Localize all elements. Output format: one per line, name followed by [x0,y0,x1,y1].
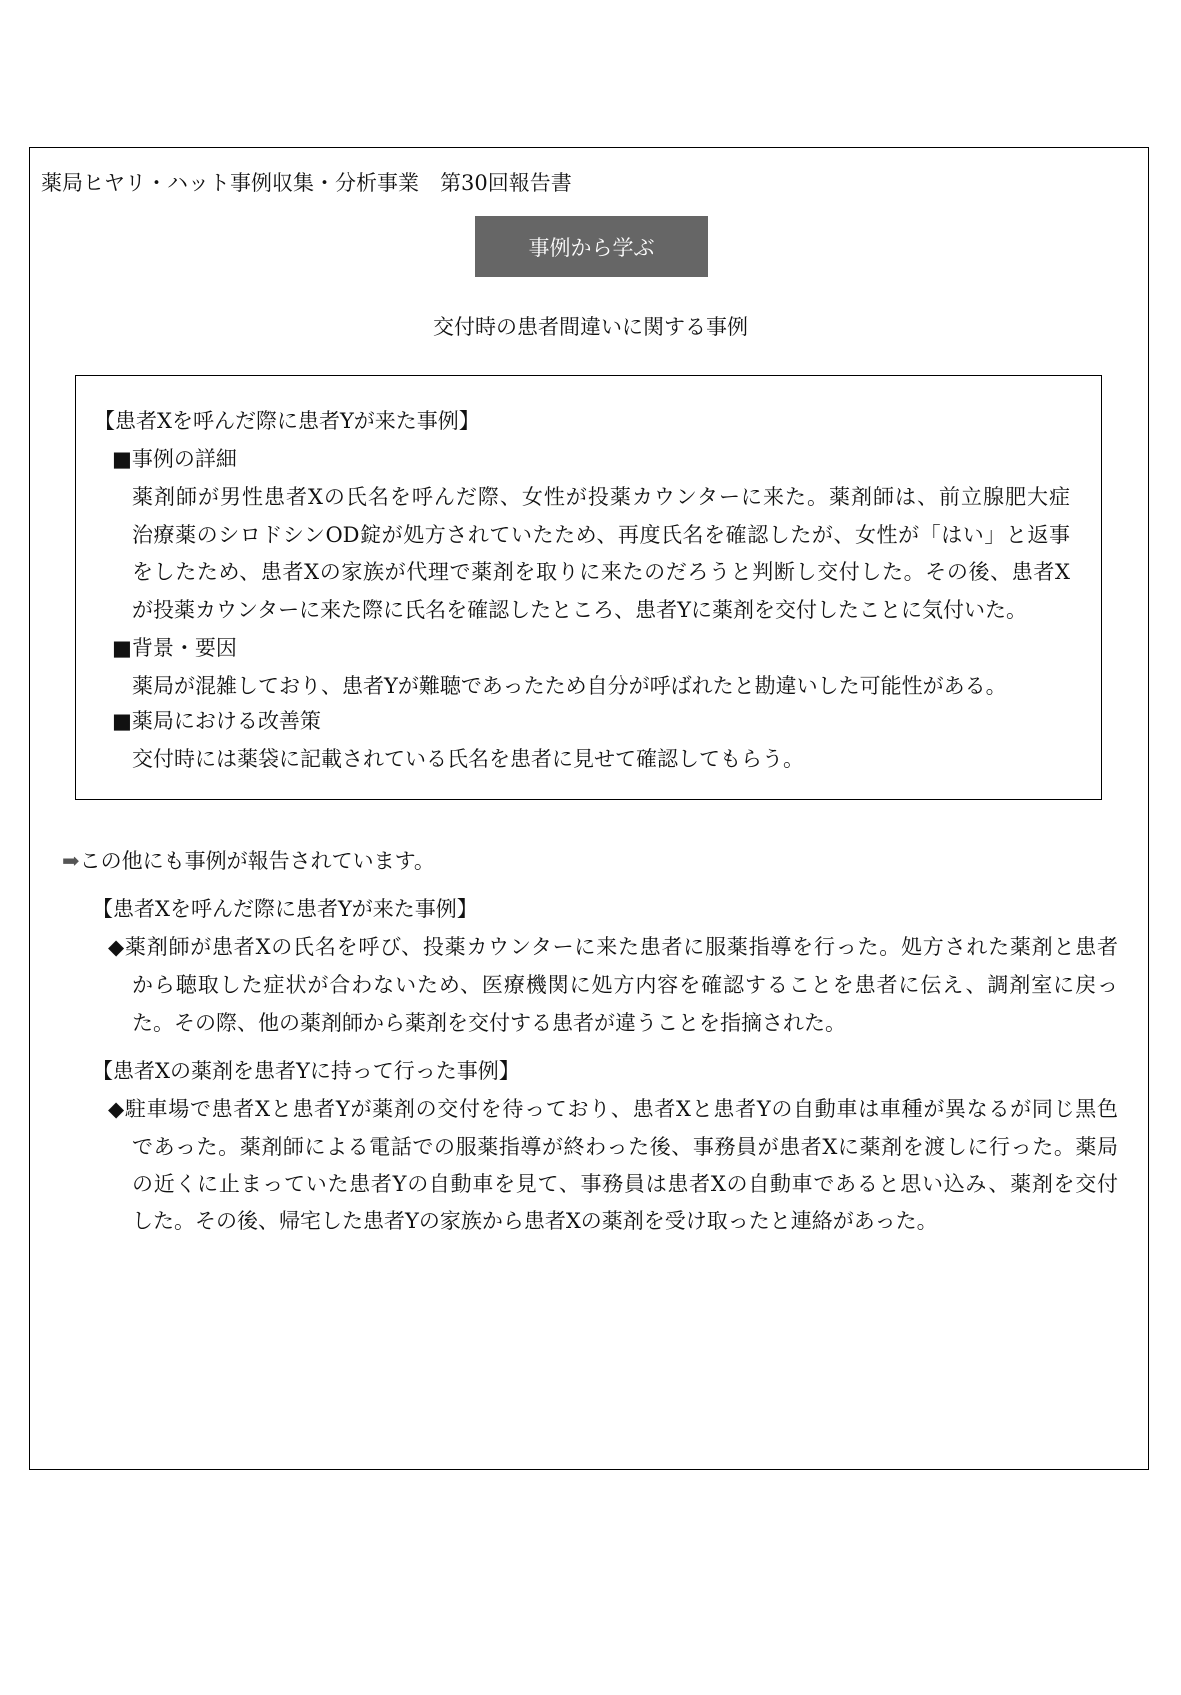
background-label: ■背景・要因 [112,636,237,660]
section-label-text: 事例から学ぶ [528,235,655,260]
other-intro-text: この他にも事例が報告されています。 [79,849,435,873]
page-title: 交付時の患者間違いに関する事例 [433,315,748,339]
detail-line: 薬剤師が男性患者Xの氏名を呼んだ際、女性が投薬カウンターに来た。薬剤師は、前立腺肥大症 [132,485,1070,509]
case-line: ◆薬剤師が患者Xの氏名を呼び、投薬カウンターに来た患者に服薬指導を行った。処方された薬剤と患者 [108,935,1118,959]
case-line: ◆駐車場で患者Xと患者Yが薬剤の交付を待っており、患者Xと患者Yの自動車は車種が異なるが同じ黒色 [108,1097,1118,1121]
case-heading: 【患者Xを呼んだ際に患者Yが来た事例】 [94,409,480,433]
report-header: 薬局ヒヤリ・ハット事例収集・分析事業 第30回報告書 [41,171,572,195]
case-line: であった。薬剤師による電話での服薬指導が終わった後、事務員が患者Xに薬剤を渡しに行った。薬局 [132,1135,1118,1159]
detail-line: 治療薬のシロドシンOD錠が処方されていたため、再度氏名を確認したが、女性が「はい」と返事 [132,523,1070,547]
case-heading: 【患者Xを呼んだ際に患者Yが来た事例】 [92,897,478,921]
improvement-label: ■薬局における改善策 [112,709,321,733]
arrow-right-icon: ➡ [62,849,80,873]
detail-label: ■事例の詳細 [112,447,237,471]
case-line: した。その後、帰宅した患者Yの家族から患者Xの薬剤を受け取ったと連絡があった。 [132,1209,938,1233]
section-label [475,216,708,277]
case-line: た。その際、他の薬剤師から薬剤を交付する患者が違うことを指摘された。 [132,1011,846,1035]
case-line: の近くに止まっていた患者Yの自動車を見て、事務員は患者Xの自動車であると思い込み、薬剤を交付 [132,1172,1118,1196]
case-box [75,375,1102,800]
case-heading: 【患者Xの薬剤を患者Yに持って行った事例】 [92,1059,520,1083]
detail-line: が投薬カウンターに来た際に氏名を確認したところ、患者Yに薬剤を交付したことに気付いた。 [132,598,1028,622]
other-intro [62,848,435,874]
case-line: から聴取した症状が合わないため、医療機関に処方内容を確認することを患者に伝え、調剤室に戻っ [132,973,1118,997]
background-text: 薬局が混雑しており、患者Yが難聴であったため自分が呼ばれたと勘違いした可能性がある。 [132,674,1007,698]
improvement-text: 交付時には薬袋に記載されている氏名を患者に見せて確認してもらう。 [132,747,804,771]
detail-line: をしたため、患者Xの家族が代理で薬剤を取りに来たのだろうと判断し交付した。その後、患者X [132,560,1070,584]
page-frame [29,147,1149,1470]
